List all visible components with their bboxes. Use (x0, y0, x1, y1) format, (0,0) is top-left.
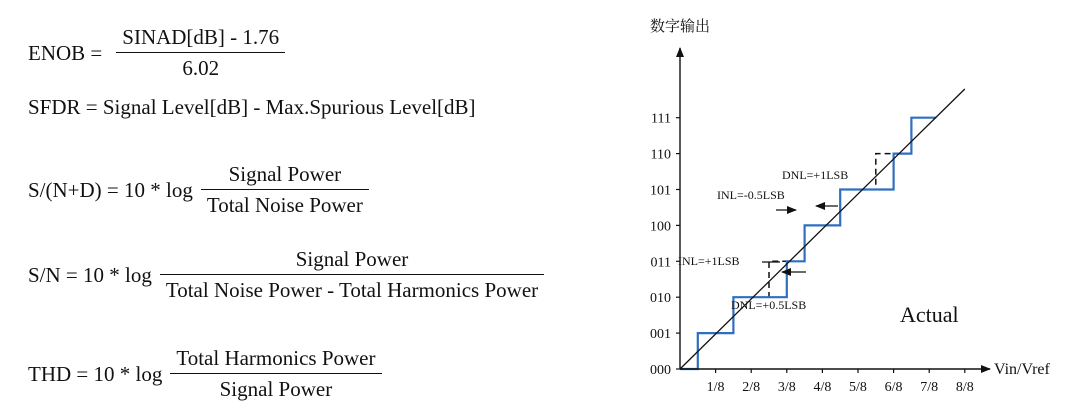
x-tick-label: 3/8 (777, 380, 796, 395)
snr-numerator: Signal Power (295, 247, 409, 271)
sfdr-text: SFDR = Signal Level[dB] - Max.Spurious Level[dB] (28, 95, 476, 119)
y-tick-label: 001 (650, 327, 671, 343)
x-tick-label: 7/8 (920, 380, 939, 395)
y-tick-label: 100 (650, 219, 671, 235)
snr-fraction (160, 248, 544, 302)
x-tick-label: 1/8 (706, 380, 725, 395)
y-tick-label: 111 (651, 111, 671, 127)
annotation-inl-bottom: INL=+1LSB (678, 254, 740, 268)
y-tick-label: 011 (650, 255, 671, 271)
enob-lhs: ENOB = (28, 40, 103, 65)
thd-formula (28, 347, 382, 401)
x-tick-label: 4/8 (813, 380, 832, 395)
sinad-numerator: Signal Power (228, 162, 342, 186)
enob-numerator: SINAD[dB] - 1.76 (122, 25, 280, 49)
sinad-fraction (201, 163, 369, 217)
enob-fraction-bar (116, 52, 285, 53)
adc-transfer-diagram (610, 0, 1080, 412)
annotation-dnl-top: DNL=+1LSB (782, 168, 849, 182)
y-axis-title: 数字输出 (650, 19, 711, 35)
annotation-inl-top: INL=-0.5LSB (717, 188, 785, 202)
y-tick-label: 110 (650, 147, 671, 163)
x-tick-label: 8/8 (955, 380, 974, 395)
sinad-formula (28, 163, 369, 217)
sfdr-formula (28, 97, 476, 118)
actual-label: Actual (900, 302, 959, 327)
sinad-denominator: Total Noise Power (206, 193, 363, 218)
enob-fraction (116, 26, 285, 80)
y-tick-label: 101 (650, 183, 671, 199)
thd-numerator: Total Harmonics Power (176, 346, 376, 370)
annotation-dnl-bottom: DNL=+0.5LSB (731, 298, 807, 312)
x-tick-label: 6/8 (884, 380, 903, 395)
thd-fraction (170, 347, 381, 401)
y-tick-label: 000 (650, 363, 671, 378)
thd-denominator: Signal Power (219, 377, 333, 402)
snr-fraction-bar (160, 274, 544, 275)
transfer-function-svg (610, 0, 1080, 412)
sinad-lhs: S/(N+D) = 10 * log (28, 177, 193, 202)
snr-formula (28, 248, 544, 302)
enob-formula (28, 26, 285, 80)
sinad-fraction-bar (201, 189, 369, 190)
x-tick-label: 2/8 (742, 380, 761, 395)
x-tick-label: 5/8 (849, 380, 867, 395)
enob-denominator: 6.02 (182, 56, 220, 81)
snr-denominator: Total Noise Power - Total Harmonics Power (165, 278, 539, 303)
snr-lhs: S/N = 10 * log (28, 262, 152, 287)
x-axis-title: Vin/Vref (994, 361, 1050, 378)
y-tick-label: 010 (650, 291, 671, 307)
thd-fraction-bar (170, 373, 381, 374)
thd-lhs: THD = 10 * log (28, 361, 163, 386)
